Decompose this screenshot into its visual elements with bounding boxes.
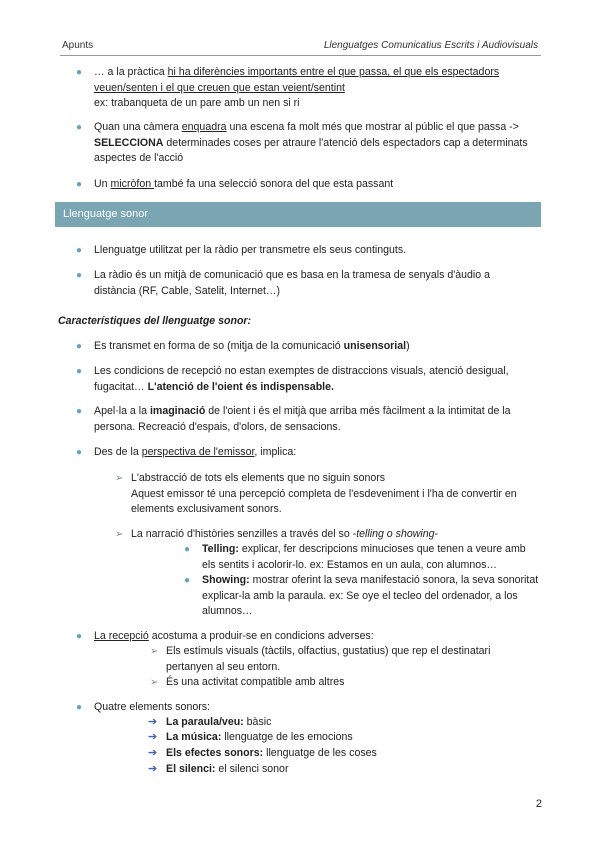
arrow-bullet-icon: ➢ <box>150 677 159 688</box>
bullet-icon: ● <box>76 406 83 417</box>
list-item: ● Showing: mostrar oferint la seva manifestació sonora, la seva sonoritat explicar-la amb la paraula. ex: Se oye el tecleo del ordenador, a los alumnos… <box>184 574 539 617</box>
header-right: Llenguatges Comunicatius Escrits i Audiovisuals <box>323 40 538 51</box>
section-banner <box>55 202 541 227</box>
list-item: ● Es transmet en forma de so (mitja de la comunicació unisensorial) <box>94 339 534 355</box>
list-item: ● Quatre elements sonors: <box>94 700 534 716</box>
subheading: Característiques del llenguatge sonor: <box>58 315 252 327</box>
list-item: ● Des de la perspectiva de l'emissor, implica: <box>94 445 534 461</box>
list-item: ● Telling: explicar, fer descripcions minucioses que tenen a veure amb els sentits i acolorir-lo. ex: Estamos en un aula, con alumnos… <box>184 543 526 571</box>
bullet-icon: ● <box>184 544 191 555</box>
bullet-icon: ● <box>76 366 83 377</box>
list-item: ● Un micròfon també fa una selecció sonora del que esta passant <box>94 177 534 193</box>
header-left: Apunts <box>62 40 94 51</box>
bullet-icon: ● <box>76 270 83 281</box>
sub-list-item: ➔ La paraula/veu: bàsic <box>166 715 536 731</box>
sub-list-item: ➢ La narració d'històries senzilles a través del so -telling o showing- <box>131 527 533 543</box>
arrow-icon: ➔ <box>148 731 158 743</box>
bullet-icon: ● <box>76 179 83 190</box>
bullet-icon: ● <box>76 702 83 713</box>
arrow-bullet-icon: ➢ <box>115 473 124 484</box>
bullet-icon: ● <box>184 575 191 586</box>
bullet-icon: ● <box>76 447 83 458</box>
header-rule <box>60 55 541 56</box>
list-item: ● Llenguatge utilitzat per la ràdio per transmetre els seus continguts. <box>94 243 534 259</box>
list-item: ● La ràdio és un mitjà de comunicació que es basa en la tramesa de senyals d'àudio a distància (RF, Cable, Satelit, Internet…) <box>76 269 490 297</box>
sub-list-item: ➢ És una activitat compatible amb altres <box>166 675 536 691</box>
list-item: ● Quan una càmera enquadra una escena fa molt més que mostrar al públic el que passa -> SELECCIONA determinades coses per atraure l'atenció dels espectadors cap a determinats aspectes de l'acció <box>76 121 528 164</box>
sub-list-item: ➔ Els efectes sonors: llenguatge de les coses <box>166 746 536 762</box>
arrow-bullet-icon: ➢ <box>150 646 159 657</box>
list-item: ● … a la pràctica hi ha diferències importants entre el que passa, el que els espectadors veuen/senten i el que creuen que estan veient/sentint ex: trabanqueta de un pare amb un nen si ri <box>76 66 500 109</box>
section-title: Llenguatge sonor <box>63 208 149 220</box>
sub-list-item: ➔ La música: llenguatge de les emocions <box>166 730 536 746</box>
sub-list-item: ➢ L'abstracció de tots els elements que no siguin sonors Aquest emissor té una percepció completa de l'esdeveniment i l'ha de convertir en elements exclusivament sonors. <box>115 472 517 515</box>
bullet-icon: ● <box>76 341 83 352</box>
bullet-icon: ● <box>76 67 83 78</box>
list-item: ● La recepció acostuma a produir-se en condicions adverses: <box>94 629 534 645</box>
arrow-icon: ➔ <box>148 747 158 759</box>
sub-list-item: ➔ El silenci: el silenci sonor <box>166 762 536 778</box>
arrow-icon: ➔ <box>148 716 158 728</box>
page-number: 2 <box>535 798 542 810</box>
bullet-icon: ● <box>76 245 83 256</box>
list-item: ● Les condicions de recepció no estan exemptes de distraccions visuals, atenció desigual, fugacitat… L'atenció de l'oient és indispensable. <box>76 365 509 393</box>
sub-list-item: ➢ Els estímuls visuals (tàctils, olfactius, gustatius) que rep el destinatari pertanyen al seu entorn. <box>150 645 491 673</box>
arrow-bullet-icon: ➢ <box>115 529 124 540</box>
bullet-icon: ● <box>76 631 83 642</box>
bullet-icon: ● <box>76 122 83 133</box>
list-item: ● Apel·la a la imaginació de l'oient i és el mitjà que arriba més fàcilment a la intimitat de la persona. Recreació d'espais, d'olors, de sensacions. <box>76 405 511 433</box>
arrow-icon: ➔ <box>148 763 158 775</box>
